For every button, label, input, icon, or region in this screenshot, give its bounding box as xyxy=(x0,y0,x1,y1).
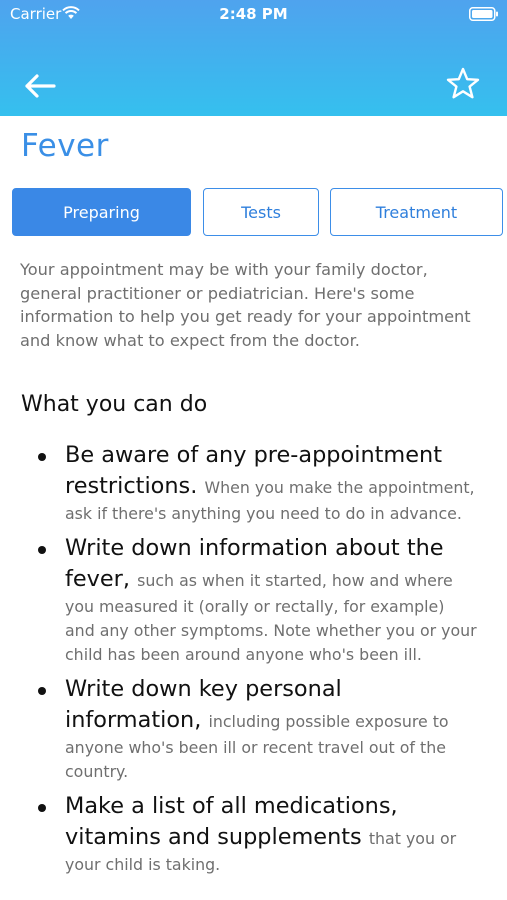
list-item xyxy=(0,674,507,784)
status-time: 2:48 PM xyxy=(219,5,288,23)
bullet-heading: Be aware of any pre-appointment restrictions. xyxy=(65,442,442,499)
carrier-label: Carrier xyxy=(10,5,62,23)
battery-icon xyxy=(469,7,499,25)
back-arrow-icon[interactable] xyxy=(22,68,58,104)
segmented-tabs xyxy=(0,188,507,238)
tab-preparing[interactable]: Preparing xyxy=(12,188,191,236)
bullet-text: When you make the appointment, ask if there's anything you need to do in advance. xyxy=(65,478,475,523)
bullet-heading: Write down key personal information, xyxy=(65,676,342,733)
list-item xyxy=(0,791,507,877)
bullet-text: including possible exposure to anyone who's been ill or recent travel out of the country. xyxy=(65,712,449,781)
section-heading: What you can do xyxy=(21,392,208,417)
status-bar xyxy=(0,0,507,30)
bullet-text: such as when it started, how and where you measured it (orally or rectally, for example) and any other symptoms. Note whether you or your child has been around anyone who's been ill. xyxy=(65,571,477,664)
star-icon[interactable] xyxy=(445,66,481,102)
tab-treatment[interactable]: Treatment xyxy=(330,188,503,236)
bullet-dot-icon xyxy=(38,804,46,812)
bullet-dot-icon xyxy=(38,546,46,554)
bullet-list xyxy=(0,440,507,884)
app-header xyxy=(0,0,507,116)
intro-paragraph: Your appointment may be with your family doctor, general practitioner or pediatrician. Here's some information to help you get ready for your appointment and know what to expect from the doctor. xyxy=(20,260,471,350)
bullet-dot-icon xyxy=(38,687,46,695)
bullet-heading: Write down information about the fever, xyxy=(65,535,444,592)
page-title: Fever xyxy=(21,128,109,164)
bullet-text: that you or your child is taking. xyxy=(65,829,457,874)
tab-tests[interactable]: Tests xyxy=(203,188,319,236)
bullet-dot-icon xyxy=(38,453,46,461)
list-item xyxy=(0,440,507,526)
list-item xyxy=(0,533,507,667)
bullet-heading: Make a list of all medications, vitamins and supplements xyxy=(65,793,398,850)
